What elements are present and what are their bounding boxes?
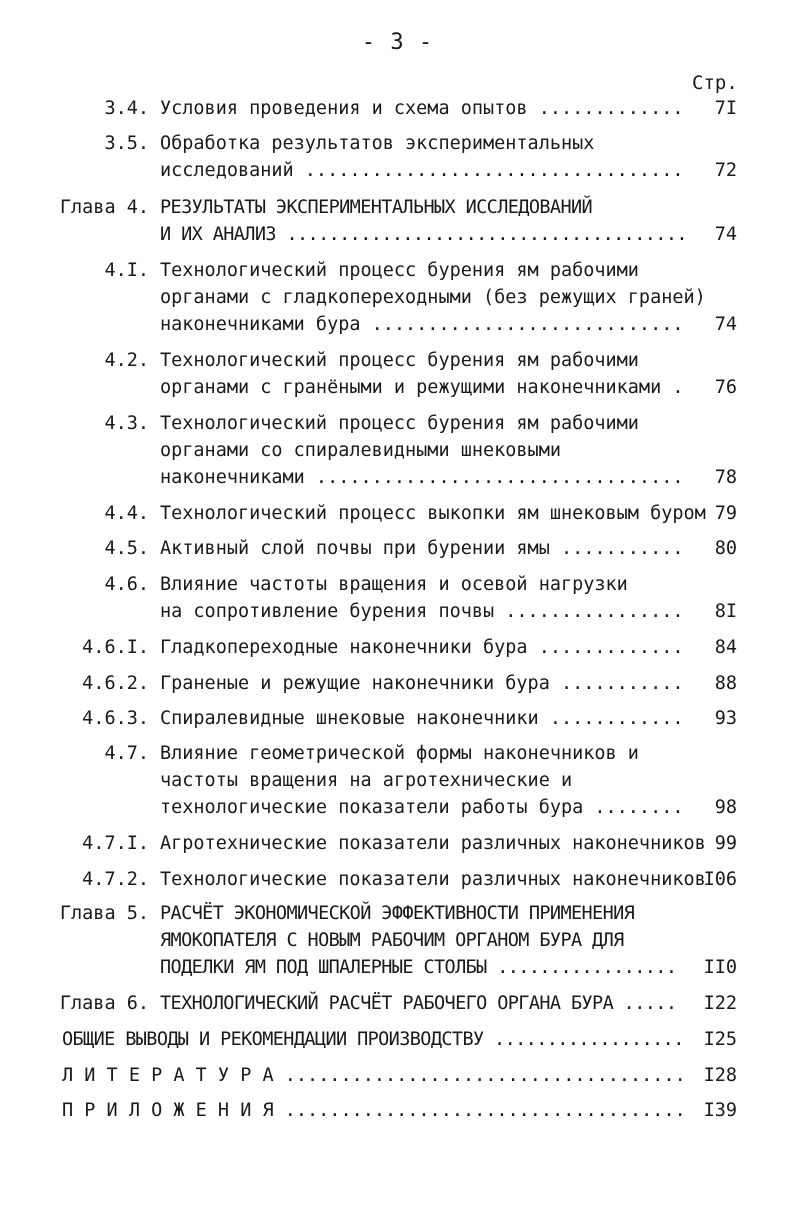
toc-entry-number: 3.4.	[104, 98, 149, 119]
toc-entry-number: 4.6.3.	[82, 708, 149, 729]
toc-entry-line: Влияние геометрической формы наконечников и	[160, 743, 639, 764]
toc-entry-page: I22	[703, 993, 737, 1014]
toc-entry-number: 4.3.	[104, 413, 149, 434]
column-header-page: Стр.	[692, 72, 738, 94]
toc-entry-number: 4.7.I.	[82, 833, 149, 854]
toc-entry-line: ТЕХНОЛОГИЧЕСКИЙ РАСЧЁТ РАБОЧЕГО ОРГАНА БУРА .....	[160, 993, 677, 1014]
toc-entry-line: частоты вращения на агротехнические и	[160, 770, 573, 791]
toc-entry-line: Л И Т Е Р А Т У Р А ....................................	[62, 1065, 686, 1086]
toc-entry-number: 4.6.2.	[82, 673, 149, 694]
toc-entry-page: II0	[703, 957, 737, 978]
toc-entry-number: Глава 6.	[59, 993, 149, 1014]
toc-entry-line: РАСЧЁТ ЭКОНОМИЧЕСКОЙ ЭФФЕКТИВНОСТИ ПРИМЕНЕНИЯ	[160, 903, 635, 924]
toc-entry-line: Граненые и режущие наконечники бура ...........	[160, 673, 684, 694]
toc-entry-line: Активный слой почвы при бурении ямы ...........	[160, 538, 684, 559]
toc-entry-page: I39	[703, 1100, 737, 1121]
toc-entry-line: Гладкопереходные наконечники бура .............	[160, 637, 684, 658]
toc-entry-line: на сопротивление бурения почвы ................	[160, 601, 684, 622]
toc-entry-line: Спиралевидные шнековые наконечники ............	[160, 708, 684, 729]
toc-entry-line: ПОДЕЛКИ ЯМ ПОД ШПАЛЕРНЫЕ СТОЛБЫ .................	[160, 957, 677, 978]
toc-entry-page: 72	[714, 160, 737, 181]
toc-entry-line: Технологический процесс выкопки ям шнековым буром	[160, 503, 706, 524]
toc-entry-line: Обработка результатов экспериментальных	[160, 133, 595, 154]
toc-entry-number: 4.4.	[104, 503, 149, 524]
toc-entry-page: 8I	[714, 601, 737, 622]
toc-entry-line: исследований ..................................	[160, 160, 684, 181]
toc-entry-line: Агротехнические показатели различных наконечников	[160, 833, 706, 854]
toc-entry-page: 7I	[714, 98, 737, 119]
toc-entry-page: 98	[714, 797, 737, 818]
toc-entry-page: I28	[703, 1065, 737, 1086]
toc-entry-page: 93	[714, 708, 737, 729]
toc-entry-number: 4.7.	[104, 743, 149, 764]
page-number: - 3 -	[361, 30, 434, 55]
toc-entry-number: 3.5.	[104, 133, 149, 154]
toc-entry-page: 84	[714, 637, 737, 658]
toc-entry-page: 99	[714, 833, 737, 854]
toc-entry-line: органами со спиралевидными шнековыми	[160, 440, 561, 461]
toc-entry-line: Технологические показатели различных наконечников	[160, 869, 706, 890]
toc-entry-page: I06	[703, 869, 737, 890]
toc-entry-number: 4.5.	[104, 538, 149, 559]
toc-entry-line: И ИХ АНАЛИЗ ......................................	[160, 224, 687, 245]
toc-entry-line: Технологический процесс бурения ям рабочими	[160, 350, 639, 371]
toc-entry-page: 76	[714, 377, 737, 398]
toc-entry-line: органами с гладкопереходными (без режущих граней)	[160, 287, 706, 308]
toc-entry-line: технологические показатели работы бура ........	[160, 797, 684, 818]
toc-entry-number: 4.6.I.	[82, 637, 149, 658]
toc-entry-page: 74	[714, 314, 737, 335]
toc-entry-number: Глава 4.	[59, 197, 149, 218]
toc-entry-line: РЕЗУЛЬТАТЫ ЭКСПЕРИМЕНТАЛЬНЫХ ИССЛЕДОВАНИЙ	[160, 197, 593, 218]
toc-entry-line: ОБЩИЕ ВЫВОДЫ И РЕКОМЕНДАЦИИ ПРОИЗВОДСТВУ ..................	[62, 1029, 684, 1050]
toc-entry-number: 4.2.	[104, 350, 149, 371]
toc-entry-page: 78	[714, 467, 737, 488]
toc-entry-line: органами с гранёными и режущими наконечниками .	[160, 377, 684, 398]
toc-entry-number: 4.I.	[104, 260, 149, 281]
toc-entry-line: ЯМОКОПАТЕЛЯ С НОВЫМ РАБОЧИМ ОРГАНОМ БУРА ДЛЯ	[160, 930, 624, 951]
toc-entry-line: наконечниками бура ............................	[160, 314, 684, 335]
toc-entry-page: 88	[714, 673, 737, 694]
toc-entry-page: 79	[714, 503, 737, 524]
toc-entry-page: 80	[714, 538, 737, 559]
toc-entry-number: 4.6.	[104, 574, 149, 595]
toc-entry-line: Условия проведения и схема опытов .............	[160, 98, 684, 119]
toc-entry-line: наконечниками .................................	[160, 467, 684, 488]
toc-entry-number: 4.7.2.	[82, 869, 149, 890]
toc-entry-line: Технологический процесс бурения ям рабочими	[160, 260, 639, 281]
toc-entry-line: Технологический процесс бурения ям рабочими	[160, 413, 639, 434]
toc-entry-number: Глава 5.	[59, 903, 149, 924]
toc-entry-page: I25	[703, 1029, 737, 1050]
toc-entry-line: Влияние частоты вращения и осевой нагрузки	[160, 574, 628, 595]
toc-entry-page: 74	[714, 224, 737, 245]
toc-entry-line: П Р И Л О Ж Е Н И Я ....................................	[62, 1100, 686, 1121]
